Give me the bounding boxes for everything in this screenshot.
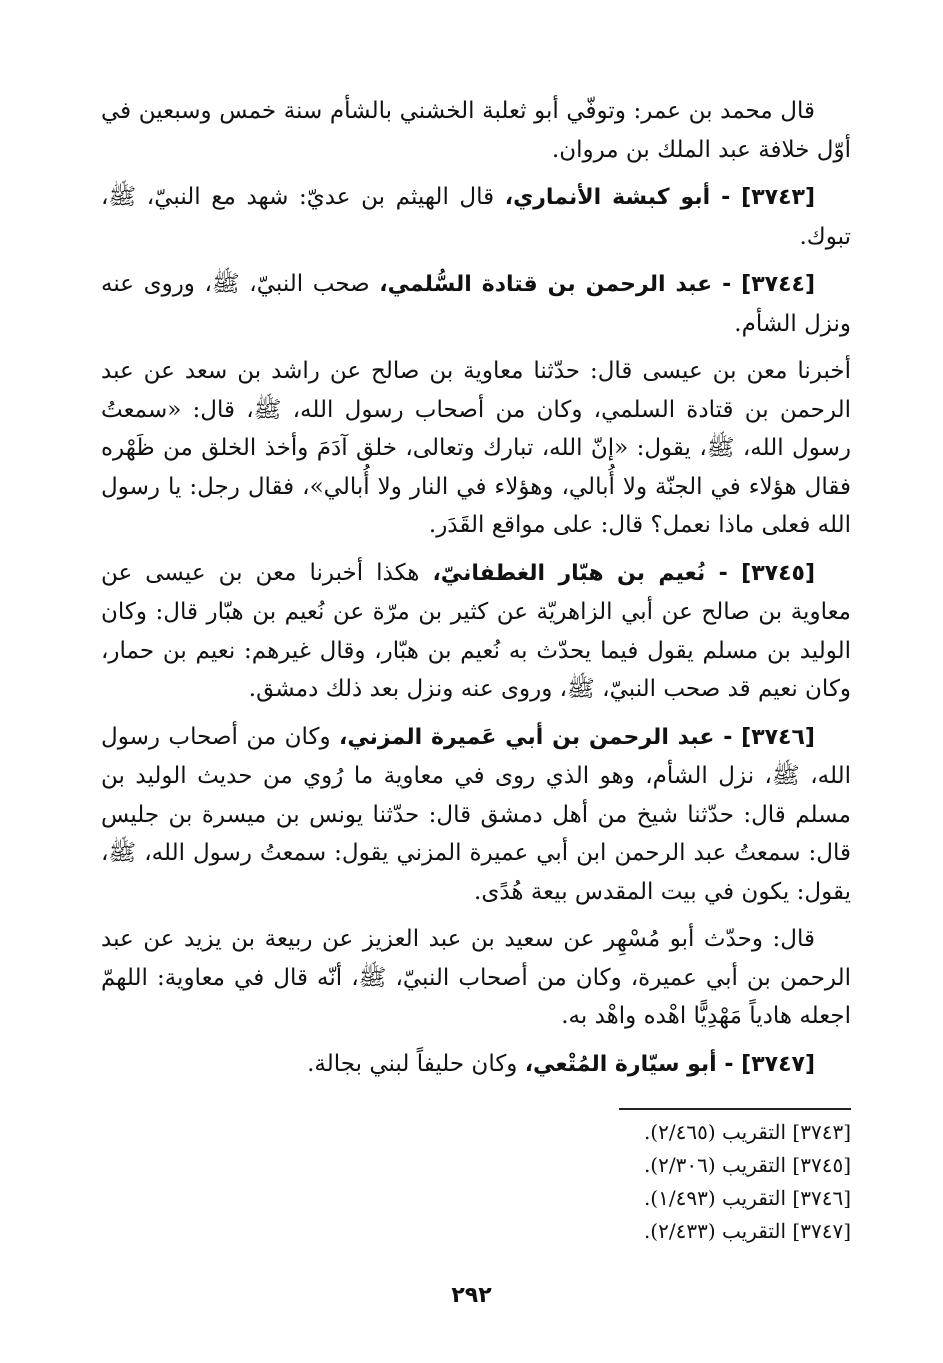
footnote: [٣٧٤٣] التقريب (٢/٤٦٥). [643, 1120, 851, 1144]
entry-paragraph [101, 178, 851, 256]
entry-text: صحب النبيّ، ﷺ، وروى عنه ونزل الشأم. [101, 271, 851, 337]
entry-heading: [٣٧٤٤] - عبد الرحمن بن قتادة السُّلمي، [379, 272, 815, 297]
entry-heading: [٣٧٤٧] - أبو سيّارة المُتْعي، [524, 1051, 815, 1077]
paragraph-text: قال محمد بن عمر: وتوفّي أبو ثعلبة الخشني بالشأم سنة خمس وسبعين في أوّل خلافة عبد الملك بن مروان. [101, 98, 851, 163]
entry-text: قال الهيثم بن عديّ: شهد مع النبيّ، ﷺ، تبوك. [101, 184, 851, 250]
paragraph [101, 92, 851, 169]
entry-text: وكان من أصحاب رسول الله، ﷺ، نزل الشأم، وهو الذي روى في معاوية ما رُوي من حديث الوليد بن مسلم قال: حدّثنا شيخ من أهل دمشق قال: حدّثنا يونس بن ميسرة بن جليس قال: سمعتُ عبد الرحمن ابن أبي عميرة المزني يقول: سمعتُ رسول الله، ﷺ، يقول: يكون في بيت المقدس بيعة هُدًى. [101, 723, 851, 905]
entry-heading: [٣٧٤٥] - نُعيم بن هبّار الغطفانيّ، [432, 560, 815, 586]
entry-heading: [٣٧٤٣] - أبو كبشة الأنماري، [504, 185, 815, 210]
footnote-divider [619, 1108, 851, 1110]
entry-text: هكذا أخبرنا معن بن عيسى عن معاوية بن صالح عن أبي الزاهريّة عن كثير بن مرّة عن نُعيم بن هبّار قال: وكان الوليد بن مسلم يقول فيما يحدّث به نُعيم بن هبّار، وقال غيرهم: نعيم بن حمار، وكان نعيم قد صحب النبيّ، ﷺ، وروى عنه ونزل بعد ذلك دمشق. [101, 559, 851, 702]
paragraph [101, 352, 851, 545]
footnotes [101, 1108, 851, 1248]
entry-paragraph [101, 265, 851, 343]
paragraph-text: أخبرنا معن بن عيسى قال: حدّثنا معاوية بن صالح عن راشد بن سعد عن عبد الرحمن بن قتادة السلمي، وكان من أصحاب رسول الله، ﷺ، قال: «سمعتُ رسول الله، ﷺ، يقول: «إنّ الله، تبارك وتعالى، خلق آدَمَ وأخذ الخلق من ظَهْره فقال هؤلاء في الجنّة ولا أُبالي، وهؤلاء في النار ولا أُبالي»، فقال رجل: يا رسول الله فعلى ماذا نعمل؟ قال: على مواقع القَدَر. [101, 358, 851, 538]
page-number: ٢٩٢ [451, 1283, 492, 1308]
page-body [101, 92, 851, 1093]
entry-text: وكان حليفاً لبني بجالة. [307, 1050, 525, 1077]
footnote: [٣٧٤٦] التقريب (١/٤٩٣). [643, 1186, 851, 1210]
paragraph-text: قال: وحدّث أبو مُسْهِر عن سعيد بن عبد العزيز عن ربيعة بن يزيد عن عبد الرحمن بن أبي عميرة، وكان من أصحاب النبيّ، ﷺ، أنّه قال في معاوية: اللهمّ اجعله هادياً مَهْدِيًّا اهْده واهْد به. [101, 926, 851, 1029]
entry-paragraph [101, 718, 851, 912]
footnote: [٣٧٤٥] التقريب (٢/٣٠٦). [643, 1153, 851, 1177]
entry-paragraph [101, 554, 851, 709]
footnote: [٣٧٤٧] التقريب (٢/٤٣٣). [643, 1219, 851, 1243]
entry-paragraph [101, 1045, 851, 1085]
paragraph [101, 920, 851, 1036]
entry-heading: [٣٧٤٦] - عبد الرحمن بن أبي عَميرة المزني، [339, 724, 815, 750]
